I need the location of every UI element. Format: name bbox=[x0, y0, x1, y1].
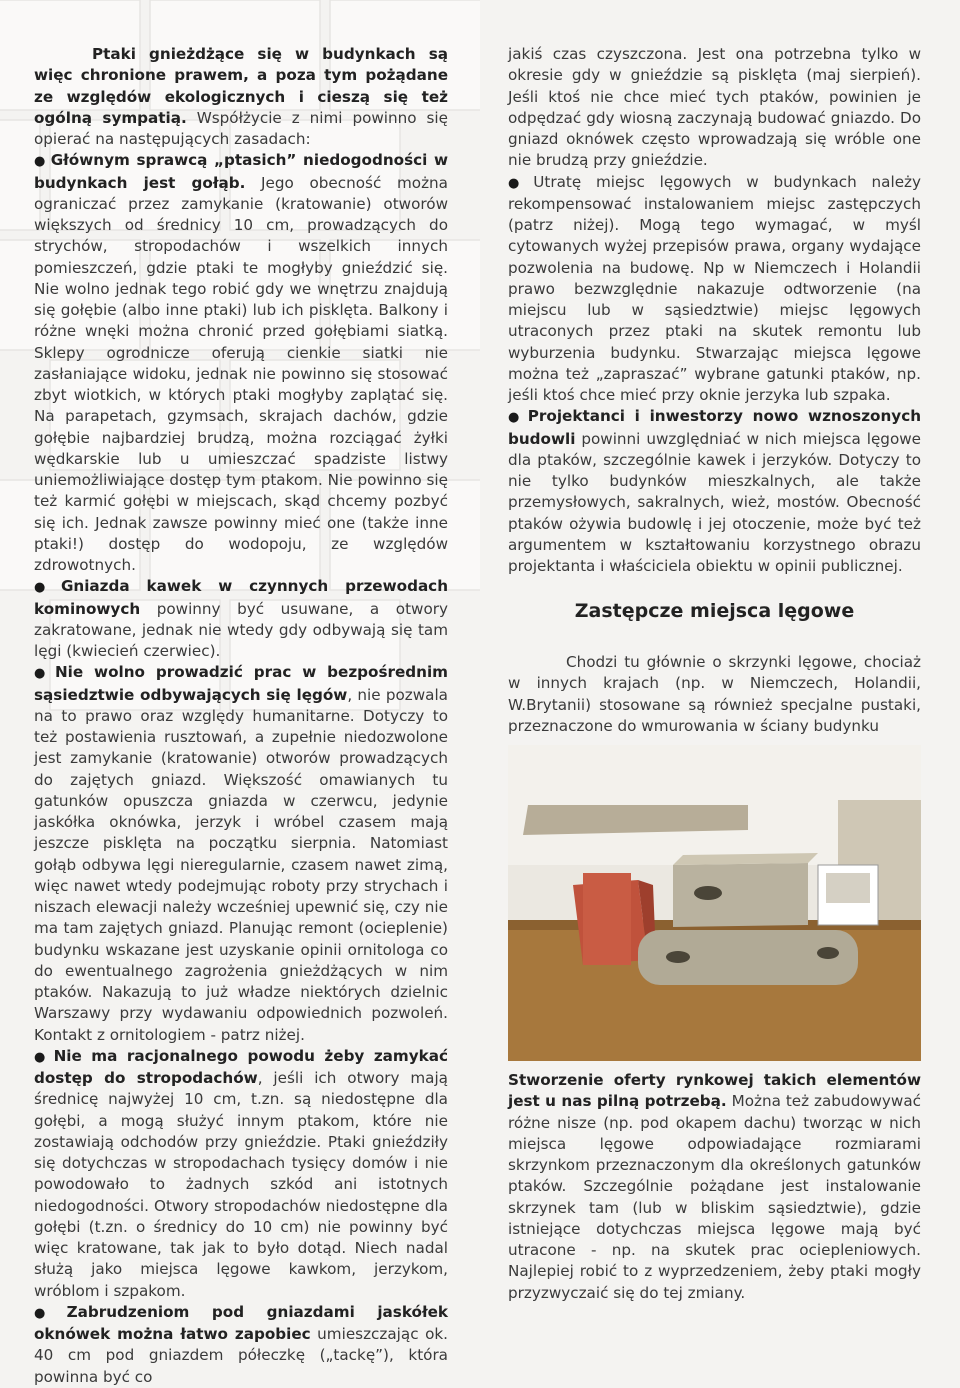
nest-blocks-photo bbox=[508, 745, 921, 1061]
left-column bbox=[34, 44, 448, 1388]
bullet-pigeons bbox=[34, 150, 448, 576]
bullet-no-works-bold: Nie wolno prowadzić prac w bezpośrednim sąsiedztwie odbywających się lęgów bbox=[34, 663, 449, 704]
bullet-jackdaws-bold: Gniazda kawek w czynnych przewodach kominowych bbox=[34, 577, 449, 618]
bullet-pigeons-bold: Głównym sprawcą „ptasich” niedogodności w budynkach jest gołąb. bbox=[34, 151, 449, 192]
bullet-roofs-text: , jeśli ich otwory mają średnicę najwyżej 10 cm, t.zn. są niedostępne dla gołębi, a mogą służyć innym ptakom, które nie zostawiają odchodów przy gnieździe. Ptaki gnieździły się dotychczas w stropodachach tysięcy domów i nie powodowało to żadnych szkód ani istotnych niedogodności. Otwory stropodachów niedostępne dla gołębi (t.zn. o średnicy do 10 cm) nie powinny być więc kratowane, tak jak to było dotąd. Niech nadal służą jako miejsca lęgowe kawkom, jerzykom, wróblom i szpakom. bbox=[34, 1069, 448, 1300]
bullet-compensation-text: Utratę miejsc lęgowych w budynkach należy rekompensować instalowaniem miejsc zastępczych (patrz niżej). Mogą tego wymagać, w myśl cytowanych wyżej przepisów prawa, organy wydające pozwolenia na budowę. Np w Niemczech i Holandii prawo bezwzględnie nakazuje odtworzenie (na miejscu lub w sąsiedztwie) miejsc lęgowych utraconych przez ptaki na skutek remontu lub wyburzenia budynku. Stwarzając miejsca lęgowe można też „zapraszać” wybrane gatunki ptaków, np. jeśli ktoś chce mieć przy oknie jerzyka lub szpaka. bbox=[508, 172, 921, 404]
caption-bold: Stworzenie oferty rynkowej takich elementów jest u nas pilną potrzebą. bbox=[508, 1071, 921, 1111]
intro-paragraph bbox=[34, 44, 448, 150]
section-heading: Zastępcze miejsca lęgowe bbox=[574, 600, 855, 622]
continuation-paragraph: jakiś czas czyszczona. Jest ona potrzebna tylko w okresie gdy w gnieździe są pisklęta (maj sierpień). Jeśli ktoś nie chce mieć tych ptaków, powinien je odpędzać gdy wiosną zaczynają budować gniazdo. Do gniazd oknówek często wprowadzają się wróble one nie brudzą przy gnieździe. bbox=[508, 45, 921, 170]
bullet-jackdaws-text: powinny być usuwane, a otwory zakratowane, jednak nie wtedy gdy odbywają się tam lęgi (kwiecień czerwiec). bbox=[34, 599, 448, 660]
bullet-swallows bbox=[34, 1302, 448, 1388]
section-intro bbox=[508, 652, 921, 737]
bullet-designers-text: powinni uwzględniać w nich miejsca lęgowe dla ptaków, szczególnie kawek i jerzyków. Dotyczy to nie tylko budynków mieszkalnych, ale także przemysłowych, sakralnych, wież, mostów. Obecność ptaków ożywia budowlę i jej otoczenie, może być też argumentem w kształtowaniu korzystnego obrazu projektanta i właściciela obiektu w opinii publicznej. bbox=[508, 429, 921, 575]
section-paragraph: Chodzi tu głównie o skrzynki lęgowe, chociaż w innych krajach (np. w Niemczech, Holandii, W.Brytanii) stosowane są również specjalne pustaki, przeznaczone do wmurowania w ściany budynku bbox=[508, 653, 921, 735]
bullet-no-works-text: , nie pozwala na to prawo oraz względy humanitarne. Dotyczy to też postawienia rusztowań, a zupełnie niedozwolone jest zamykanie (kratowanie) otworów prowadzących do zajętych gniazd. Większość omawianych tu gatunków opuszcza gniazda w czerwcu, jedynie jaskółka oknówka, jerzyk i wróbel czasem mają jeszcze pisklęta na początku sierpnia. Natomiast gołąb odbywa lęgi nieregularnie, czasem nawet zimą, więc nawet wtedy podejmując roboty przy strychach i niszach elewacji należy wcześniej upewnić się, czy nie ma tam zajętych gniazd. Planując remont (ocieplenie) budynku wskazane jest uzyskanie opinii ornitologa co do ewentualnego zagrożenia gnieżdżących w nim ptaków. Nakazują to już władze niektórych dzielnic Warszawy przy wydawaniu odpowiednich pozwoleń. Kontakt z ornitologiem - patrz niżej. bbox=[34, 685, 448, 1044]
bullet-roofs-bold: Nie ma racjonalnego powodu żeby zamykać dostęp do stropodachów bbox=[34, 1046, 449, 1087]
bullet-icon: ● bbox=[508, 175, 530, 191]
bullet-icon: ● bbox=[34, 580, 57, 596]
intro-text: Współżycie z nimi powinno się opierać na następujących zasadach: bbox=[34, 108, 448, 148]
intro-bold: Ptaki gnieżdżące się w budynkach są więc chronione prawem, a poza tym pożądane ze względów ekologicznych i cieszą się też ogólną sympatią. bbox=[34, 45, 448, 127]
bullet-icon: ● bbox=[34, 154, 47, 170]
bullet-compensation bbox=[508, 172, 921, 407]
caption-paragraph bbox=[508, 1070, 921, 1304]
bullet-no-works bbox=[34, 662, 448, 1046]
bullet-designers-bold: Projektanci i inwestorzy nowo wznoszonych budowli bbox=[508, 407, 922, 448]
caption-text: Można też zabudowywać różne nisze (np. pod okapem dachu) tworząc w nich miejsca lęgowe odpowiadające rozmiarami skrzynkom przeznaczonym dla określonych gatunków ptaków. Szczególnie pożądane jest instalowanie skrzynek tam (lub w bliskim sąsiedztwie), gdzie istniejące dotychczas miejsca lęgowe mają być utracone - np. na skutek prac ociepleniowych. Najlepiej robić to z wyprzedzeniem, żeby ptaki mogły przyzwyczaić się do tej zmiany. bbox=[508, 1092, 921, 1302]
bullet-icon: ● bbox=[34, 666, 51, 682]
right-column bbox=[508, 44, 921, 577]
caption-block bbox=[508, 1070, 921, 1304]
bullet-icon: ● bbox=[34, 1305, 63, 1321]
bullet-roofs bbox=[34, 1046, 448, 1302]
bullet-swallows-bold: Zabrudzeniom pod gniazdami jaskółek oknówek można łatwo zapobiec bbox=[34, 1302, 448, 1343]
bullet-swallows-text: umieszczając ok. 40 cm pod gniazdem półeczkę („tackę”), która powinna być co bbox=[34, 1325, 448, 1386]
bullet-jackdaws bbox=[34, 576, 448, 662]
bullet-pigeons-text: Jego obecność można ograniczać przez zamykanie (kratowanie) otworów większych od średnicy 10 cm, prowadzących do strychów, stropodachów i wszelkich innych pomieszczeń, gdzie ptaki te mogłyby gnieździć się. Nie wolno jednak tego robić gdy we wnętrzu znajdują się gołębie (albo inne ptaki) lub ich pisklęta. Balkony i różne wnęki można chronić przed gołębiami siatką. Sklepy ogrodnicze oferują cienkie siatki nie zasłaniające widoku, jednak nie powinno się stosować zbyt wiotkich, w których ptaki mogłyby zaplątać się. Na parapetach, gzymsach, skrajach dachów, gdzie gołębie najbardziej brudzą, można rozciągać żyłki wędkarskie lub u umieszczać spadziste listwy uniemożliwiające dostęp tym ptakom. Nie powinno się też karmić gołębi w miejscach, skąd chcemy pozbyć się ich. Jednak zawsze powinny mieć one (także inne ptaki!) dostęp do wodopoju, ze względów zdrowotnych. bbox=[34, 173, 448, 574]
bullet-icon: ● bbox=[508, 410, 524, 426]
bullet-designers bbox=[508, 406, 921, 577]
bullet-icon: ● bbox=[34, 1049, 50, 1065]
